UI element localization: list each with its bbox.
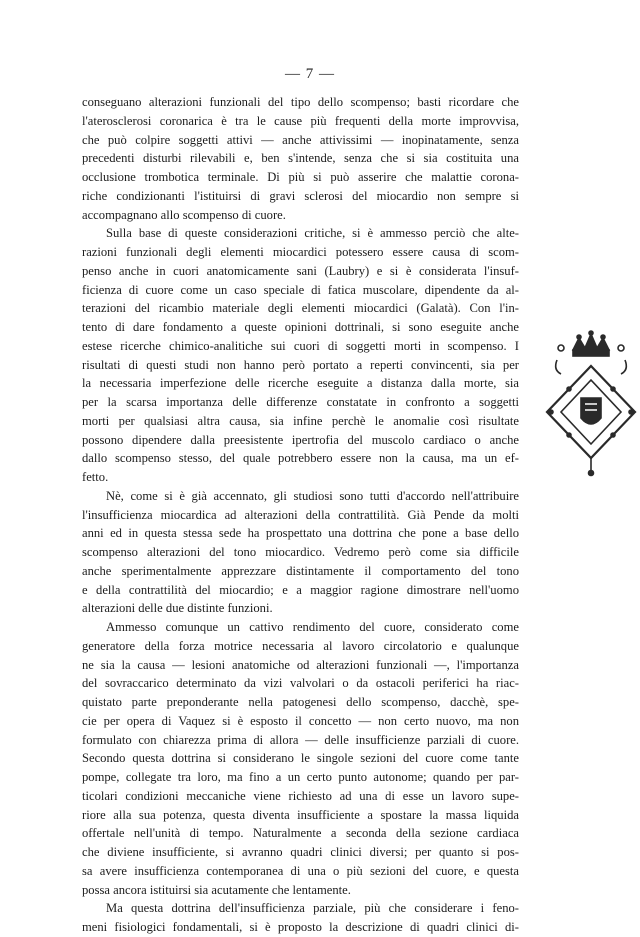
text-line: risultati di questi studi non hanno però portato a reperti convincenti, sia per bbox=[82, 357, 519, 372]
text-line: occlusione trombotica terminale. Di più si può asserire che malattie corona- bbox=[82, 170, 519, 184]
text-line: cie per opera di Vaquez si è esposto il concetto — non certo nuovo, ma non bbox=[82, 713, 519, 728]
text-line: fetto. bbox=[82, 470, 109, 484]
text-line: estese ricerche chimico-analitiche sui cuori di soggetti morti in scompenso. I bbox=[82, 338, 519, 353]
page-number: — 7 — bbox=[285, 66, 335, 82]
text-line: per la scarsa importanza delle differenze constatate in confronto a soggetti bbox=[82, 395, 519, 409]
text-line: tento di dare fondamento a queste opinioni dottrinali, si sono eseguite anche bbox=[82, 320, 519, 334]
text-line: Nè, come si è già accennato, gli studiosi sono tutti d'accordo nell'attribuire bbox=[106, 488, 519, 503]
text-line: ne sia la causa — lesioni anatomiche od alterazioni funzionali —, l'importanza bbox=[82, 657, 519, 672]
text-line: anche sperimentalmente apprezzare distintamente il comportamento del tono bbox=[82, 563, 519, 578]
text-line: formulato con chiarezza prima di allora — delle insufficienze parziali di cuore. bbox=[82, 732, 519, 747]
text-line: accompagnano allo scompenso di cuore. bbox=[82, 207, 286, 222]
text-line: Secondo questa dottrina si considerano le singole sezioni del cuore come tante bbox=[82, 751, 519, 766]
text-line: Ammesso comunque un cattivo rendimento del cuore, considerato come bbox=[106, 620, 519, 634]
text-line: alterazioni delle due distinte funzioni. bbox=[82, 601, 273, 616]
text-line: possa ancora istituirsi sia acutamente che lentamente. bbox=[82, 882, 351, 897]
text-line: meni fisiologici fondamentali, si è proposto la descrizione di quadri clinici di- bbox=[82, 920, 519, 934]
text-line: terazioni del ricambio materiale degli elementi miocardici (Galatà). Con l'in- bbox=[82, 301, 519, 316]
text-line: sa avere insufficienza contemporanea di una o più sezioni del cuore, e questa bbox=[82, 863, 519, 878]
body-text bbox=[82, 93, 519, 937]
text-line: precedenti disturbi rilevabili e, ben s'intende, senza che si sia costituita una bbox=[82, 151, 519, 166]
text-line: e della contrattilità del miocardio; e a maggior ragione dimostrare nell'uomo bbox=[82, 582, 519, 597]
library-stamp-icon bbox=[543, 330, 639, 480]
text-line: la necessaria imperfezione delle ricerche eseguite a distanza dalla morte, sia bbox=[82, 376, 519, 391]
text-line: l'aterosclerosi coronarica è tra le cause più frequenti della morte improvvisa, bbox=[82, 113, 519, 128]
text-line: riche condizionanti l'istituirsi di gravi sclerosi del miocardio non sempre si bbox=[82, 188, 519, 203]
text-line: morti per qualsiasi altra causa, sia infine perchè le anomalie così risultate bbox=[82, 413, 519, 428]
text-line: del sovraccarico determinato da vizi valvolari o da ostacoli periferici ha riac- bbox=[82, 676, 519, 691]
text-line: scompenso alterazioni del tono miocardico. Vedremo però come sia difficile bbox=[82, 545, 519, 559]
text-line: anni ed in questa stessa sede ha prospettato una dottrina che pone a base dello bbox=[82, 526, 519, 541]
text-line: l'insufficienza miocardica ad alterazioni della contrattilità. Già Pende da molti bbox=[82, 507, 519, 522]
text-line: generatore della forza motrice necessaria al lavoro circolatorio e qualunque bbox=[82, 638, 519, 653]
text-line: quistato parte preponderante nella patogenesi dello scompenso, dacchè, spe- bbox=[82, 695, 519, 709]
text-line: possono dipendere dalla preesistente ipertrofia del muscolo cardiaco o anche bbox=[82, 432, 519, 447]
text-line: razioni funzionali degli elementi miocardici potessero essere causa di scom- bbox=[82, 245, 519, 259]
text-line: che diviene insufficiente, si avranno quadri clinici diversi; per quanto si pos- bbox=[82, 845, 519, 859]
text-line: pompe, collegate tra loro, ma fino a un certo punto autonome; quando per par- bbox=[82, 770, 519, 784]
text-line: conseguano alterazioni funzionali del tipo dello scompenso; basti ricordare che bbox=[82, 95, 519, 109]
text-line: Ma questa dottrina dell'insufficienza parziale, più che considerare i feno- bbox=[106, 901, 519, 916]
text-line: Sulla base di queste considerazioni critiche, si è ammesso perciò che alte- bbox=[106, 226, 519, 241]
text-line: offertale nell'unità di tempo. Naturalmente a seconda della sezione cardiaca bbox=[82, 826, 519, 841]
text-line: penso anche in cuori anatomicamente sani (Laubry) e si è considerata l'insuf- bbox=[82, 263, 519, 278]
text-line: dallo scompenso stesso, del quale potrebbero essere non la causa, ma un ef- bbox=[82, 451, 519, 466]
text-line: che può colpire soggetti attivi — anche attivissimi — inopinatamente, senza bbox=[82, 132, 519, 147]
text-line: ticolari condizioni meccaniche viene richiesto ad una di esse un lavoro supe- bbox=[82, 788, 519, 803]
text-line: ficienza di cuore come un caso speciale di fatica muscolare, dipendente da al- bbox=[82, 282, 519, 297]
text-line: riore alla sua potenza, questa diventa insufficiente a spostare la massa liquida bbox=[82, 807, 519, 822]
